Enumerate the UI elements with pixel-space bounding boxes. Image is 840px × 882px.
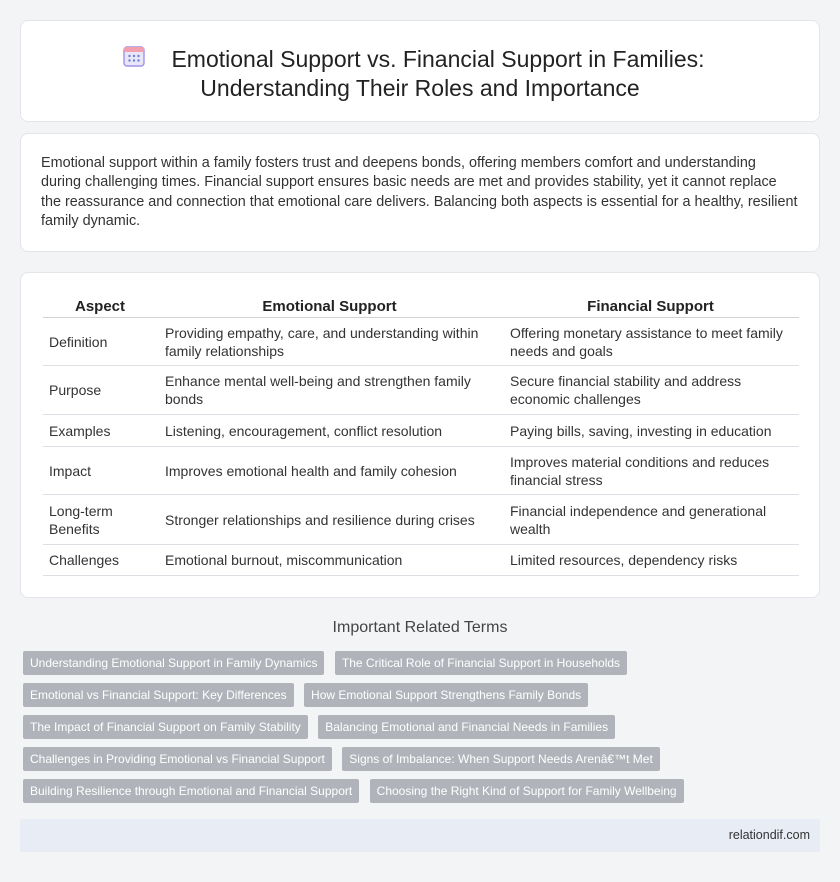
table-row — [43, 447, 799, 495]
related-term-tag[interactable]: Emotional vs Financial Support: Key Differences — [23, 683, 294, 707]
related-terms-list — [23, 651, 823, 811]
table-row — [43, 366, 799, 415]
table-row — [43, 415, 799, 447]
table-cell: Paying bills, saving, investing in education — [502, 415, 799, 447]
related-term-tag[interactable]: Understanding Emotional Support in Family Dynamics — [23, 651, 324, 675]
related-term-tag[interactable]: How Emotional Support Strengthens Family Bonds — [304, 683, 588, 707]
intro-card — [20, 133, 820, 252]
footer-site-link[interactable]: relationdif.com — [728, 828, 810, 842]
table-row — [43, 545, 799, 576]
table-cell: Impact — [43, 447, 157, 495]
table-cell: Financial independence and generational wealth — [502, 495, 799, 545]
table-cell: Offering monetary assistance to meet family needs and goals — [502, 318, 799, 366]
table-cell: Emotional burnout, miscommunication — [157, 545, 502, 576]
page-title — [135, 45, 704, 103]
related-term-tag[interactable]: Challenges in Providing Emotional vs Financial Support — [23, 747, 332, 771]
table-row — [43, 495, 799, 545]
header-financial-support: Financial Support — [502, 295, 799, 318]
related-term-tag[interactable]: Balancing Emotional and Financial Needs in Families — [318, 715, 615, 739]
header-aspect: Aspect — [43, 295, 157, 318]
table-cell: Providing empathy, care, and understanding within family relationships — [157, 318, 502, 366]
related-term-tag[interactable]: Signs of Imbalance: When Support Needs Arenâ€™t Met — [342, 747, 660, 771]
header-emotional-support: Emotional Support — [157, 295, 502, 318]
table-row — [43, 318, 799, 366]
comparison-table-card — [20, 272, 820, 598]
page-title-line-2: Understanding Their Roles and Importance — [200, 75, 640, 101]
related-term-tag[interactable]: Building Resilience through Emotional and Financial Support — [23, 779, 359, 803]
related-terms-title: Important Related Terms — [332, 619, 508, 636]
table-cell: Limited resources, dependency risks — [502, 545, 799, 576]
table-cell: Definition — [43, 318, 157, 366]
table-cell: Long-term Benefits — [43, 495, 157, 545]
related-term-tag[interactable]: The Impact of Financial Support on Family Stability — [23, 715, 308, 739]
comparison-table — [43, 295, 799, 576]
table-cell: Improves emotional health and family cohesion — [157, 447, 502, 495]
table-header-row — [43, 295, 799, 318]
footer — [20, 819, 820, 852]
table-cell: Secure financial stability and address economic challenges — [502, 366, 799, 415]
intro-text: Emotional support within a family fosters trust and deepens bonds, offering members comfort and understanding during challenging times. Financial support ensures basic needs are met and provides stability, yet it cannot replace the reassurance and connection that emotional care delivers. Balancing both aspects is essential for a healthy, resilient family dynamic. — [41, 155, 798, 230]
table-cell: Enhance mental well-being and strengthen family bonds — [157, 366, 502, 415]
table-cell: Examples — [43, 415, 157, 447]
table-cell: Listening, encouragement, conflict resolution — [157, 415, 502, 447]
related-term-tag[interactable]: Choosing the Right Kind of Support for Family Wellbeing — [370, 779, 684, 803]
table-cell: Purpose — [43, 366, 157, 415]
table-cell: Improves material conditions and reduces financial stress — [502, 447, 799, 495]
page-title-line-1: Emotional Support vs. Financial Support in Families: — [171, 46, 705, 72]
title-card — [20, 20, 820, 122]
related-term-tag[interactable]: The Critical Role of Financial Support in Households — [335, 651, 627, 675]
table-cell: Challenges — [43, 545, 157, 576]
table-cell: Stronger relationships and resilience during crises — [157, 495, 502, 545]
